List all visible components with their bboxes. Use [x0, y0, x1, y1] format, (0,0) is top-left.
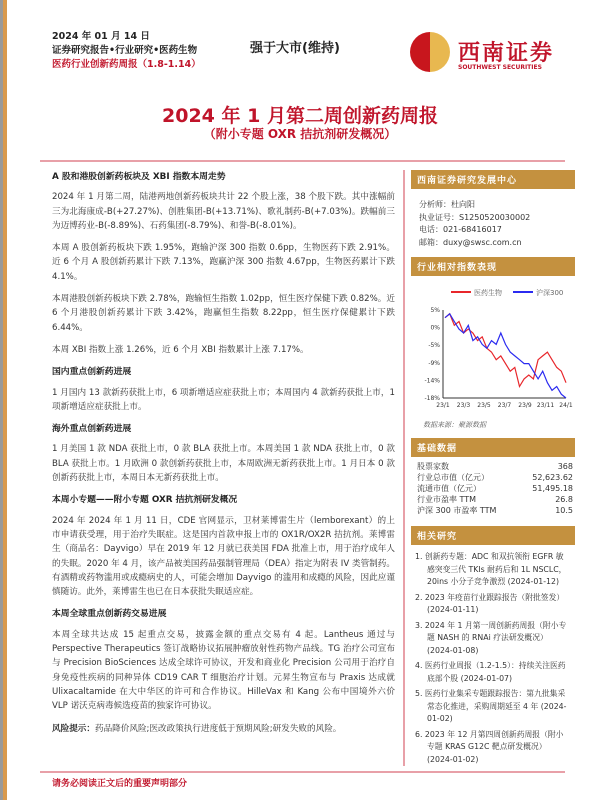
- company-logo: [410, 30, 560, 76]
- related-research-item[interactable]: 5. 医药行业集采专题跟踪报告：第九批集采常态化推进，采购周期延至 4 年 (2024-01-02): [415, 689, 567, 723]
- section-heading: A 股和港股创新药板块及 XBI 指数本周走势: [52, 172, 226, 182]
- footer-disclaimer: 请务必阅读正文后的重要声明部分: [52, 779, 188, 789]
- risk-label: 风险提示：: [52, 723, 95, 734]
- y-tick-label: -5%: [428, 342, 440, 350]
- section-heading: 本周全球重点创新药交易进展: [52, 609, 167, 620]
- series-line-医药生物: [445, 314, 566, 387]
- x-tick-label: 23/5: [477, 402, 491, 409]
- x-tick-label: 23/7: [497, 402, 512, 409]
- paragraph: 本周 A 股创新药板块下跌 1.95%，跑输沪深 300 指数 0.6pp，生物医药下跌 2.91%。近 6 个月 A 股创新药累计下跌 7.13%，跑赢沪深 300 指数 4.67pp，生物医药累计下跌 4.1%。: [52, 243, 395, 282]
- data-row: [417, 461, 573, 472]
- section-heading: 国内重点创新药进展: [52, 367, 132, 378]
- x-tick-label: 24/1: [559, 402, 573, 409]
- x-tick-label: 23/1: [436, 402, 450, 409]
- risk-note: [52, 722, 395, 736]
- y-tick-label: 5%: [430, 307, 440, 314]
- page-title: 2024 年 1 月第二周创新药周报: [162, 105, 438, 127]
- related-research-list: [411, 545, 568, 766]
- chart-header: 行业相对指数表现: [411, 257, 575, 276]
- paragraph: 2024 年 1 月第二周，陆港两地创新药板块共计 22 个股上涨，38 个股下跌。其中涨幅前三为北海康成-B(+27.27%)、创胜集团-B(+13.71%)、歌礼制药-B(+7.03%)。跌幅前三为迈博药业-B(-8.89%)、石药集团(-8.79%)、和誉-B(-8.01%)。: [52, 192, 395, 231]
- y-tick-label: 0%: [430, 324, 440, 332]
- report-series: 医药行业创新药周报（1.8-1.14）: [52, 59, 201, 70]
- data-row: [417, 494, 573, 505]
- page-subtitle: （附小专题 OXR 拮抗剂研发概况）: [203, 127, 397, 141]
- data-label: 行业市盈率 TTM: [417, 495, 477, 504]
- analyst-name: 分析师：杜向阳: [419, 200, 475, 209]
- divider: [40, 771, 565, 773]
- basic-data-header: 基础数据: [411, 438, 575, 457]
- data-label: 股票家数: [417, 462, 449, 471]
- section-heading: 本周小专题——附小专题 OXR 拮抗剂研发概况: [52, 495, 238, 506]
- analyst-phone: 电话：021-68416017: [419, 225, 502, 234]
- paragraph: 本周全球共达成 15 起重点交易，披露金额的重点交易有 4 起。Lantheus 通过与 Perspective Therapeutics 签订战略协议拓展肿瘤放射性药物产品线。TG 治疗公司宣布与 Precision BioSciences 达成全球许可协议，开发和商业化 Precision 公司用于治疗自身免疫性疾病的同种异体 CD19 CAR T 细胞治疗计划。元昇生物宣布与 Praxis 达成就 Ulixacaltamide 在大中华区的许可和合作协议。HilleVax 和 Kang 公布中国境外六价 VLP 诺沃克病毒候选疫苗的独家许可协议。: [52, 629, 395, 712]
- logo-icon: [410, 32, 450, 72]
- paragraph: 1 月国内 13 款新药获批上市，6 项新增适应症获批上市；本周国内 4 款新药获批上市，1 项新增适应症获批上市。: [52, 387, 395, 412]
- basic-data-table: [411, 457, 573, 526]
- main-content: [52, 170, 395, 744]
- data-label: 行业总市值（亿元）: [417, 473, 489, 482]
- data-value: 10.5: [555, 506, 573, 515]
- paragraph: 本周 XBI 指数上涨 1.26%，近 6 个月 XBI 指数累计上涨 7.17%。: [52, 344, 309, 355]
- related-research-header: 相关研究: [411, 526, 575, 545]
- analyst-email[interactable]: 邮箱：duxy@swsc.com.cn: [419, 237, 522, 247]
- related-research-item[interactable]: 4. 医药行业周报（1.2-1.5）：持续关注医药底部个股 (2024-01-07): [415, 661, 566, 683]
- related-research-item[interactable]: 3. 2024 年 1 月第一周创新药周报（附小专题 NASH 的 RNAi 疗法研发概况） (2024-01-08): [415, 620, 567, 655]
- risk-text: 药品降价风险;医改政策执行进度低于预期风险;研发失败的风险。: [94, 723, 342, 734]
- data-value: 51,495.18: [532, 484, 573, 493]
- data-value: 368: [557, 462, 573, 471]
- paragraph: 2024 年 2024 年 1 月 11 日，CDE 官网显示，卫材莱博雷生片（lemborexant）的上市申请获受理，用于治疗失眠症。这是国内首款申报上市的 OX1R/OX2R 拮抗剂。莱博雷生（商品名：Dayvigo）早在 2019 年 12 月就已获美国 FDA 批准上市，用于治疗成年人的失眠。2020 年 4 月，该产品被美国药品强制管理局（DEA）指定为附表 IV 类管制药。有酒精或药物滥用或成瘾病史的人，可能会增加 Dayvigo 的滥用和成瘾的风险，因此应谨慎随访。此外，莱博雷生也已在日本获批失眠适应症。: [52, 515, 395, 598]
- divider: [40, 160, 565, 162]
- index-chart: [411, 280, 571, 420]
- report-date: 2024 年 01 月 14 日: [52, 31, 150, 42]
- chart-svg: [411, 280, 571, 420]
- logo-text-cn: 西南证券: [458, 41, 555, 66]
- sidebar: [403, 170, 573, 766]
- paragraph: 本周港股创新药板块下跌 2.78%，跑输恒生指数 1.02pp，恒生医疗保健下跌 0.82%。近 6 个月港股创新药累计下跌 3.42%，跑赢恒生指数 8.22pp，恒生医疗保健累计下跌 6.44%。: [52, 294, 395, 333]
- data-row: [417, 505, 573, 516]
- analyst-license: 执业证号：S1250520030002: [419, 212, 531, 222]
- report-category: 证券研究报告•行业研究•医药生物: [52, 45, 198, 56]
- y-tick-label: -9%: [428, 359, 440, 367]
- paragraph: 1 月美国 1 款 NDA 获批上市，0 款 BLA 获批上市。本周美国 1 款 NDA 获批上市，0 款 BLA 获批上市。1 月欧洲 0 款创新药获批上市，本周欧洲无新药获批上市。1 月日本 0 款创新药获批上市，本周日本无新药获批上市。: [52, 444, 395, 484]
- data-label: 流通市值（亿元）: [417, 484, 481, 493]
- data-row: [417, 483, 573, 494]
- section-heading: 海外重点创新药进展: [52, 424, 132, 435]
- y-tick-label: -18%: [424, 395, 440, 402]
- related-research-item[interactable]: 1. 创新药专题：ADC 和双抗领衔 EGFR 敏感突变三代 TKIs 耐药后和 1L NSCLC，20ins 小分子竞争激烈 (2024-01-12): [415, 552, 567, 586]
- rating: 强于大市(维持): [250, 41, 340, 56]
- chart-source: 数据来源：聚源数据: [423, 421, 486, 429]
- x-tick-label: 23/3: [456, 402, 471, 409]
- data-label: 沪深 300 市盈率 TTM: [417, 506, 497, 515]
- legend-label: 沪深300: [536, 289, 564, 297]
- legend-label: 医药生物: [474, 289, 502, 297]
- data-value: 52,623.62: [532, 473, 573, 482]
- x-tick-label: 23/11: [536, 402, 555, 409]
- y-tick-label: -14%: [424, 377, 440, 385]
- data-row: [417, 472, 573, 483]
- data-value: 26.8: [555, 495, 573, 504]
- analyst-info: [411, 189, 568, 257]
- report-meta: [52, 30, 201, 72]
- research-center-header: 西南证券研究发展中心: [411, 170, 575, 189]
- logo-text-en: SOUTHWEST SECURITIES: [458, 64, 542, 71]
- related-research-item[interactable]: 6. 2023 年 12 月第四周创新药周报（附小专题 KRAS G12C 靶点研发概况） (2024-01-02): [415, 729, 564, 764]
- series-line-沪深300: [445, 314, 566, 398]
- x-tick-label: 23/9: [518, 402, 532, 409]
- related-research-item[interactable]: 2. 2023 年疫苗行业跟踪报告（附批签发） (2024-01-11): [415, 592, 565, 614]
